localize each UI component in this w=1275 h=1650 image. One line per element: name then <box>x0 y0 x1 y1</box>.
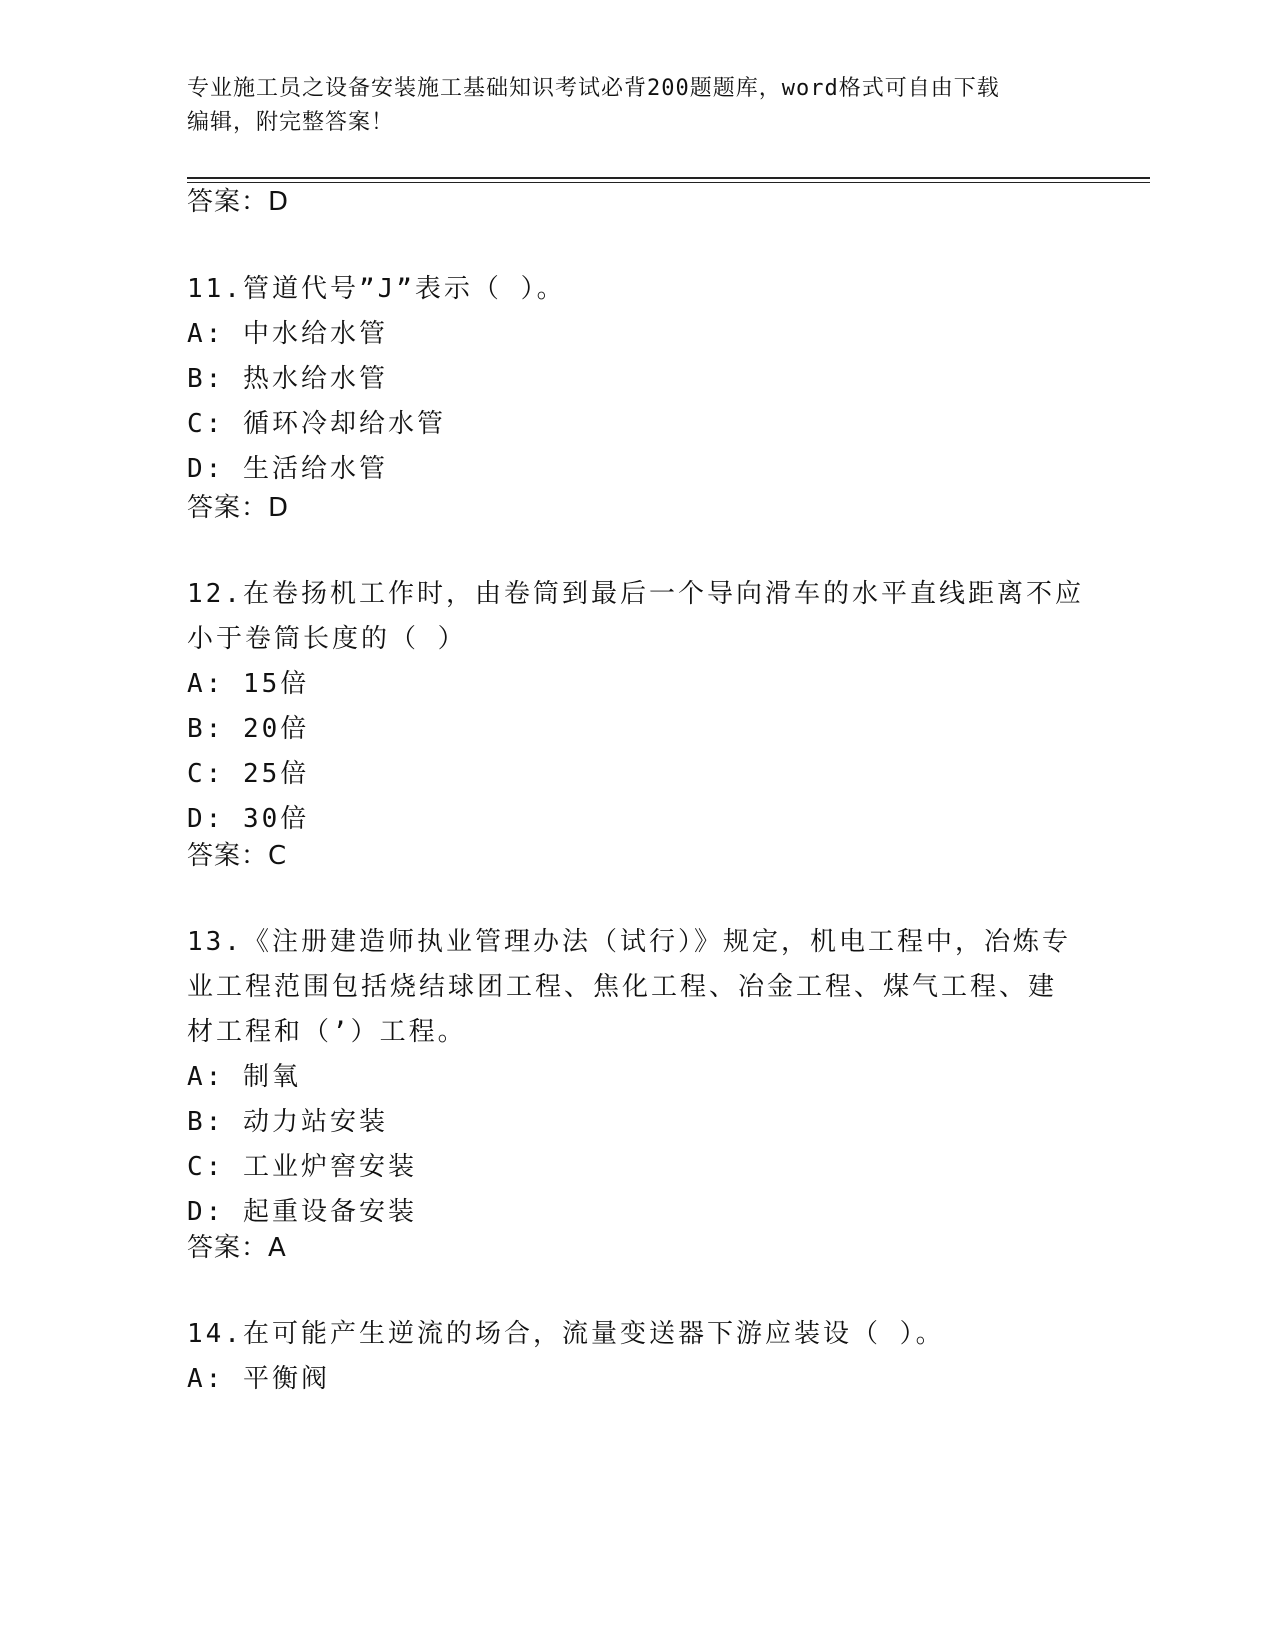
option-a: A: 制氧 <box>187 1062 301 1092</box>
option-d: D: 起重设备安装 <box>187 1197 417 1227</box>
header-line-1: 专业施工员之设备安装施工基础知识考试必背200题题库，word格式可自由下载 <box>187 76 1000 101</box>
question-stem-line: 14.在可能产生逆流的场合，流量变送器下游应装设（ ）。 <box>187 1319 945 1349</box>
option-c: C: 25倍 <box>187 759 310 789</box>
header-line-2: 编辑，附完整答案！ <box>187 110 395 135</box>
question-stem-line: 业工程范围包括烧结球团工程、焦化工程、冶金工程、煤气工程、建 <box>187 972 1058 1002</box>
question-stem-line: 材工程和（’）工程。 <box>187 1017 467 1047</box>
question-14 <box>187 1312 1087 1402</box>
option-a: A: 15倍 <box>187 669 310 699</box>
answer-q12: 答案：C <box>187 841 288 871</box>
option-c: C: 工业炉窖安装 <box>187 1152 417 1182</box>
question-12 <box>187 572 1087 842</box>
option-a: A: 中水给水管 <box>187 319 388 349</box>
header-divider-thin <box>187 182 1150 183</box>
option-a: A: 平衡阀 <box>187 1364 330 1394</box>
answer-q10: 答案：D <box>187 187 290 217</box>
option-d: D: 生活给水管 <box>187 454 388 484</box>
question-stem-line: 13.《注册建造师执业管理办法（试行）》规定，机电工程中，冶炼专 <box>187 927 1071 957</box>
question-13 <box>187 920 1087 1235</box>
question-11 <box>187 267 1087 492</box>
option-d: D: 30倍 <box>187 804 310 834</box>
option-b: B: 热水给水管 <box>187 364 388 394</box>
answer-q13: 答案：A <box>187 1233 287 1263</box>
option-c: C: 循环冷却给水管 <box>187 409 446 439</box>
option-b: B: 动力站安装 <box>187 1107 388 1137</box>
question-stem-line: 12.在卷扬机工作时，由卷筒到最后一个导向滑车的水平直线距离不应 <box>187 579 1084 609</box>
question-stem-line: 11.管道代号”J”表示（ ）。 <box>187 274 566 304</box>
answer-q11: 答案：D <box>187 493 290 523</box>
question-stem-line: 小于卷筒长度的（ ） <box>187 624 467 654</box>
option-b: B: 20倍 <box>187 714 310 744</box>
header-divider-thick <box>187 177 1150 179</box>
document-header <box>187 72 1067 140</box>
